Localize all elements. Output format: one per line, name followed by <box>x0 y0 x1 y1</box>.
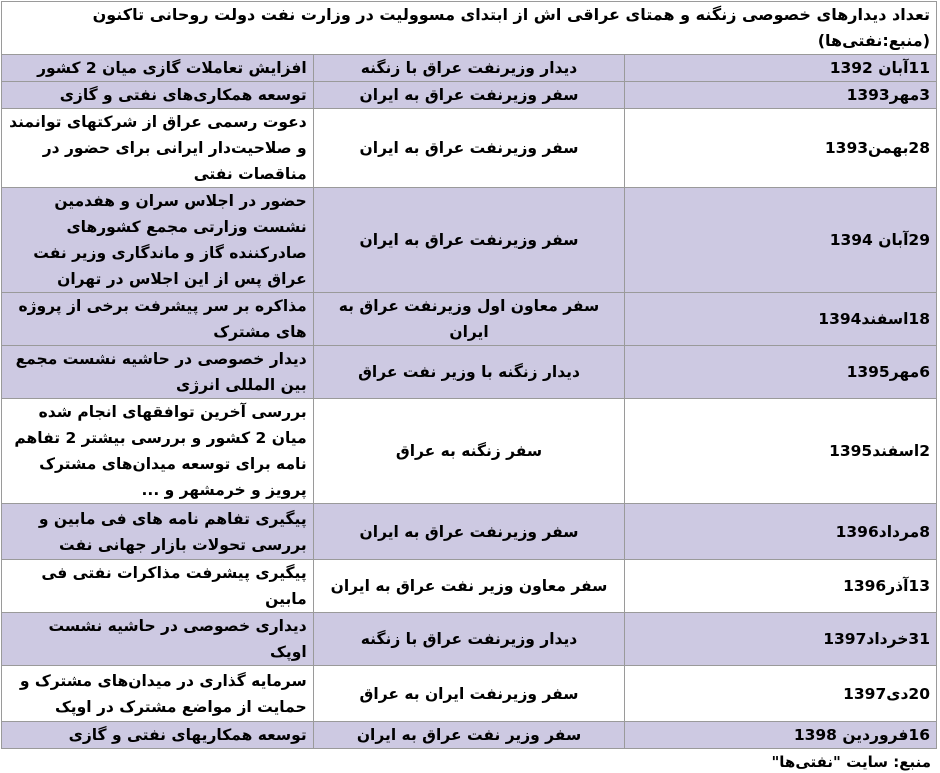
date-cell: 29آبان 1394 <box>625 188 937 293</box>
topic-cell: مذاکره بر سر پیشرفت برخی از پروژه های مشترک <box>2 293 314 346</box>
event-cell: سفر معاون وزیر نفت عراق به ایران <box>313 560 625 613</box>
event-cell: دیدار زنگنه با وزیر نفت عراق <box>313 346 625 399</box>
event-cell: دیدار وزیرنفت عراق با زنگنه <box>313 613 625 666</box>
table-row <box>2 293 937 346</box>
topic-cell: پیگیری تفاهم نامه های فی مابین و بررسی تحولات بازار جهانی نفت <box>2 504 314 560</box>
topic-cell: دیداری خصوصی در حاشیه نشست اوپک <box>2 613 314 666</box>
source-note: منبع: سایت "نفتی‌ها" <box>771 753 931 771</box>
topic-cell: حضور در اجلاس سران و هفدمین نشست وزارتی مجمع کشورهای صادرکننده گاز و ماندگاری وزیر نفت عراق پس از این اجلاس در تهران <box>2 188 314 293</box>
event-cell: سفر زنگنه به عراق <box>313 399 625 504</box>
date-cell: 3مهر1393 <box>625 82 937 109</box>
table-row <box>2 722 937 749</box>
event-cell: سفر وزیرنفت عراق به ایران <box>313 504 625 560</box>
page <box>1 1 939 771</box>
event-cell: سفر وزیر نفت عراق به ایران <box>313 722 625 749</box>
table-title: تعداد دیدارهای خصوصی زنگنه و همتای عراقی اش از ابتدای مسوولیت در وزارت نفت دولت روحانی تاکنون (منبع:نفتی‌ها) <box>2 2 937 55</box>
date-cell: 11آبان 1392 <box>625 55 937 82</box>
table-body <box>2 55 937 749</box>
event-cell: سفر وزیرنفت ایران به عراق <box>313 666 625 722</box>
event-cell: سفر وزیرنفت عراق به ایران <box>313 82 625 109</box>
table-row <box>2 504 937 560</box>
table-row <box>2 399 937 504</box>
date-cell: 18اسفند1394 <box>625 293 937 346</box>
topic-cell: دیدار خصوصی در حاشیه نشست مجمع بین المللی انرژی <box>2 346 314 399</box>
table-row <box>2 109 937 188</box>
topic-cell: توسعه همکاریهای نفتی و گازی <box>2 722 314 749</box>
topic-cell: دعوت رسمی عراق از شرکتهای توانمند و صلاحیت‌دار ایرانی برای حضور در مناقصات نفتی <box>2 109 314 188</box>
topic-cell: توسعه همکاری‌های نفتی و گازی <box>2 82 314 109</box>
topic-cell: سرمایه گذاری در میدان‌های مشترک و حمایت از مواضع مشترک در اوپک <box>2 666 314 722</box>
date-cell: 28بهمن1393 <box>625 109 937 188</box>
table-row <box>2 346 937 399</box>
date-cell: 16فروردین 1398 <box>625 722 937 749</box>
date-cell: 8مرداد1396 <box>625 504 937 560</box>
topic-cell: پیگیری پیشرفت مذاکرات نفتی فی مابین <box>2 560 314 613</box>
date-cell: 13آذر1396 <box>625 560 937 613</box>
table-row <box>2 55 937 82</box>
event-cell: سفر وزیرنفت عراق به ایران <box>313 188 625 293</box>
table-row <box>2 82 937 109</box>
table-row <box>2 560 937 613</box>
topic-cell: بررسی آخرین توافقهای انجام شده میان 2 کشور و بررسی بیشتر 2 تفاهم نامه برای توسعه میدان‌های مشترک پرویز و خرمشهر و ... <box>2 399 314 504</box>
event-cell: دیدار وزیرنفت عراق با زنگنه <box>313 55 625 82</box>
meetings-table <box>1 1 937 749</box>
date-cell: 31خرداد1397 <box>625 613 937 666</box>
title-row <box>2 2 937 55</box>
event-cell: سفر معاون اول وزیرنفت عراق به ایران <box>313 293 625 346</box>
date-cell: 6مهر1395 <box>625 346 937 399</box>
table-row <box>2 613 937 666</box>
event-cell: سفر وزیرنفت عراق به ایران <box>313 109 625 188</box>
date-cell: 2اسفند1395 <box>625 399 937 504</box>
date-cell: 20دی1397 <box>625 666 937 722</box>
table-row <box>2 666 937 722</box>
table-row <box>2 188 937 293</box>
topic-cell: افزایش تعاملات گازی میان 2 کشور <box>2 55 314 82</box>
